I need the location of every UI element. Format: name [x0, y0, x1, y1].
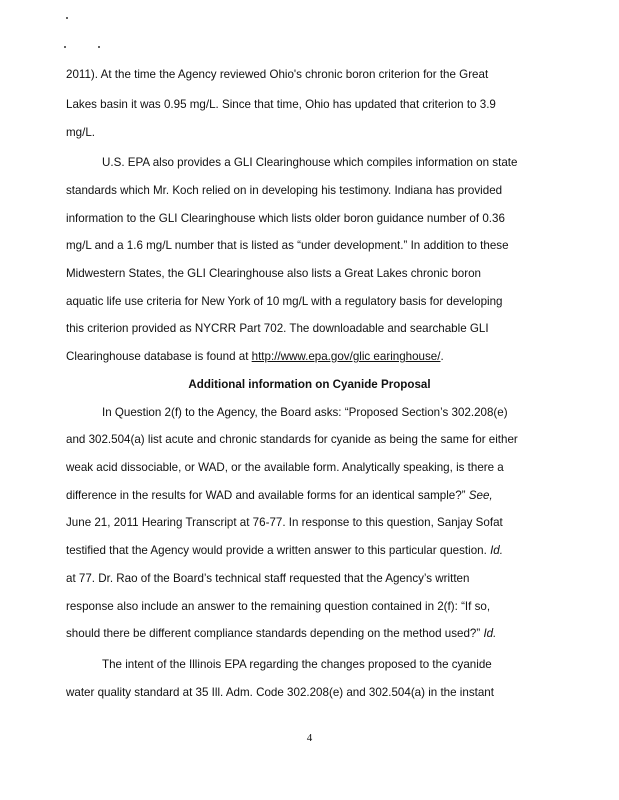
body-text: difference in the results for WAD and available forms for an identical sample?” — [66, 489, 469, 502]
citation-id: Id. — [490, 544, 503, 557]
scan-speck — [64, 46, 66, 48]
body-line — [66, 544, 503, 558]
body-text: . — [440, 350, 444, 363]
body-line: and 302.504(a) list acute and chronic standards for cyanide as being the same for either — [66, 433, 518, 446]
scan-speck — [98, 46, 100, 48]
body-line: response also include an answer to the remaining question contained in 2(f): “If so, — [66, 600, 491, 613]
body-line — [66, 627, 496, 641]
body-line: Lakes basin it was 0.95 mg/L. Since that time, Ohio has updated that criterion to 3.9 — [66, 98, 496, 111]
body-line: information to the GLI Clearinghouse which lists older boron guidance number of 0.36 — [66, 212, 505, 225]
body-line: In Question 2(f) to the Agency, the Board asks: “Proposed Section’s 302.208(e) — [102, 406, 508, 419]
citation-see: See, — [468, 489, 493, 502]
body-line — [66, 489, 493, 503]
body-line: 2011). At the time the Agency reviewed Ohio's chronic boron criterion for the Great — [66, 68, 489, 81]
scan-speck — [66, 17, 68, 19]
citation-id: Id. — [483, 627, 497, 640]
body-line: at 77. Dr. Rao of the Board’s technical staff requested that the Agency’s written — [66, 572, 470, 585]
body-line: aquatic life use criteria for New York of 10 mg/L with a regulatory basis for developing — [66, 295, 503, 308]
body-line: weak acid dissociable, or WAD, or the available form. Analytically speaking, is there a — [66, 461, 504, 474]
body-line: The intent of the Illinois EPA regarding the changes proposed to the cyanide — [102, 658, 492, 671]
body-line: mg/L and a 1.6 mg/L number that is listed as “under development.” In addition to these — [66, 239, 509, 252]
body-text: should there be different compliance standards depending on the method used?” — [66, 627, 484, 640]
body-line: Midwestern States, the GLI Clearinghouse also lists a Great Lakes chronic boron — [66, 267, 482, 280]
body-text: testified that the Agency would provide a written answer to this particular question. — [66, 544, 491, 557]
body-line-with-url — [66, 350, 444, 364]
clearinghouse-url-link[interactable]: http://www.epa.gov/glic earinghouse/ — [251, 350, 441, 363]
body-line: this criterion provided as NYCRR Part 702. The downloadable and searchable GLI — [66, 322, 489, 335]
body-text: Clearinghouse database is found at — [66, 350, 252, 363]
body-line: June 21, 2011 Hearing Transcript at 76-77. In response to this question, Sanjay Sofat — [66, 516, 503, 529]
body-line: water quality standard at 35 Ill. Adm. Code 302.208(e) and 302.504(a) in the instant — [66, 686, 494, 699]
body-line: standards which Mr. Koch relied on in developing his testimony. Indiana has provided — [66, 184, 503, 197]
page-number: 4 — [306, 732, 313, 744]
body-line: mg/L. — [66, 126, 95, 139]
section-heading: Additional information on Cyanide Proposal — [188, 378, 431, 391]
body-line: U.S. EPA also provides a GLI Clearinghouse which compiles information on state — [102, 156, 518, 169]
